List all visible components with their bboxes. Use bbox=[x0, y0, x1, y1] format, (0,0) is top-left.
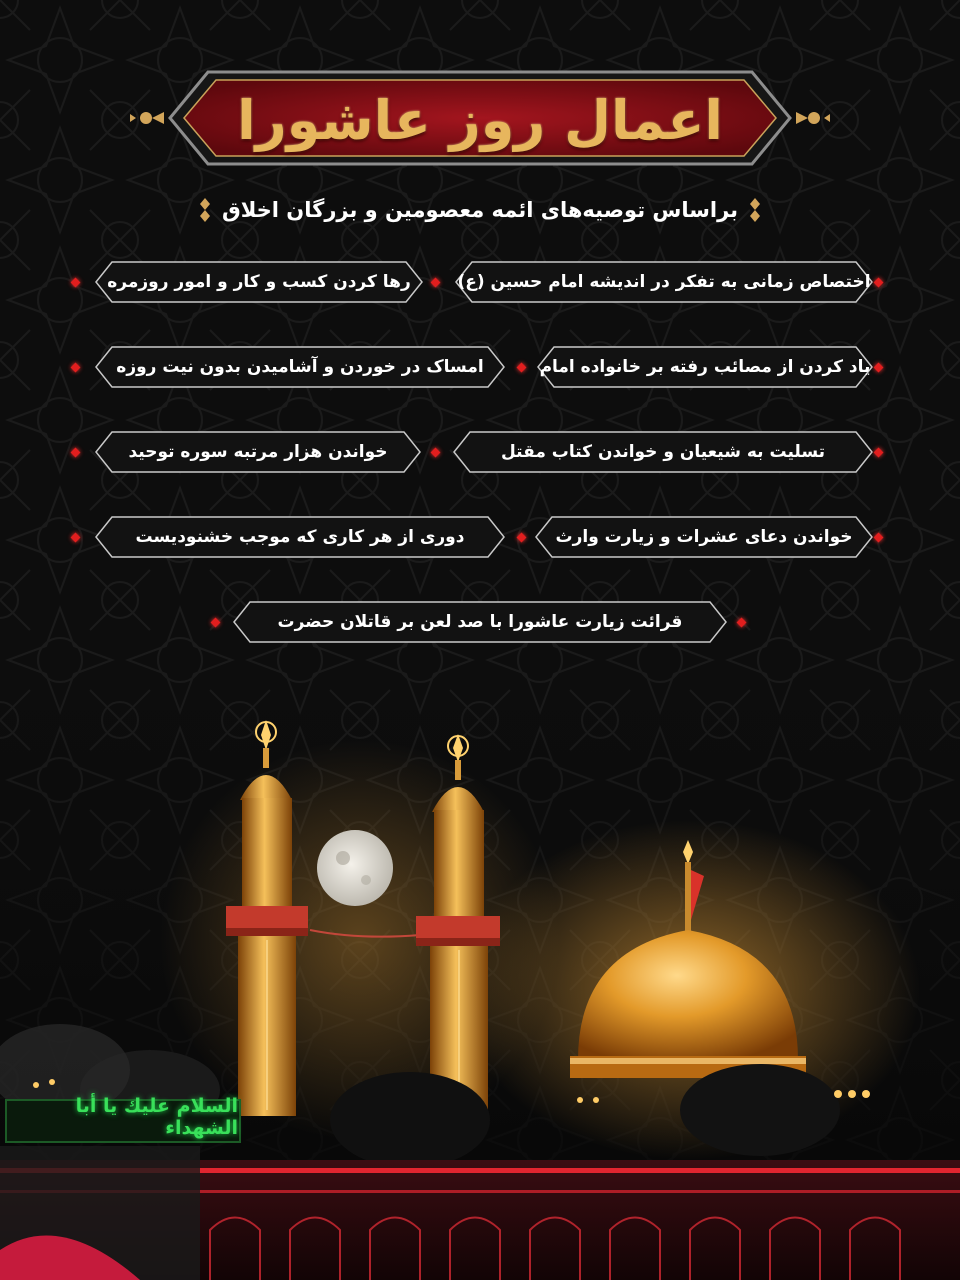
subtitle-row bbox=[190, 192, 770, 228]
subtitle-ornament-icon bbox=[748, 197, 762, 223]
action-item bbox=[232, 600, 728, 644]
item-text: اختصاص زمانی به تفکر در اندیشه امام حسین (ع) bbox=[457, 272, 871, 292]
action-item bbox=[534, 515, 874, 559]
shrine-scene bbox=[0, 690, 960, 1280]
action-item bbox=[452, 430, 874, 474]
title-left-ornament bbox=[130, 112, 164, 124]
green-sign-text: السلام علیك یا أبا الشهداء bbox=[75, 1095, 238, 1139]
item-text: خواندن دعای عشرات و زیارت وارث bbox=[555, 527, 853, 547]
item-text: یاد کردن از مصائب رفته بر خانواده امام bbox=[539, 357, 871, 377]
action-item bbox=[94, 260, 424, 304]
action-item bbox=[536, 345, 874, 389]
item-text: رها کردن کسب و کار و امور روزمره bbox=[107, 272, 411, 292]
action-item bbox=[94, 345, 506, 389]
item-text: قرائت زیارت عاشورا با صد لعن بر قاتلان حضرت bbox=[277, 612, 683, 632]
action-item bbox=[94, 515, 506, 559]
item-text: دوری از هر کاری که موجب خشنودیست bbox=[135, 527, 465, 547]
item-text: امساک در خوردن و آشامیدن بدون نیت روزه bbox=[116, 357, 484, 377]
action-item bbox=[454, 260, 874, 304]
subtitle: براساس توصیه‌های ائمه معصومین و بزرگان اخلاق bbox=[221, 198, 739, 222]
action-item bbox=[94, 430, 422, 474]
item-text: تسلیت به شیعیان و خواندن کتاب مقتل bbox=[500, 442, 826, 462]
page-title: اعمال روز عاشورا bbox=[237, 88, 723, 152]
subtitle-ornament-icon bbox=[198, 197, 212, 223]
title-right-ornament bbox=[796, 112, 830, 124]
item-text: خواندن هزار مرتبه سوره توحید bbox=[128, 442, 388, 462]
moon bbox=[317, 830, 393, 906]
